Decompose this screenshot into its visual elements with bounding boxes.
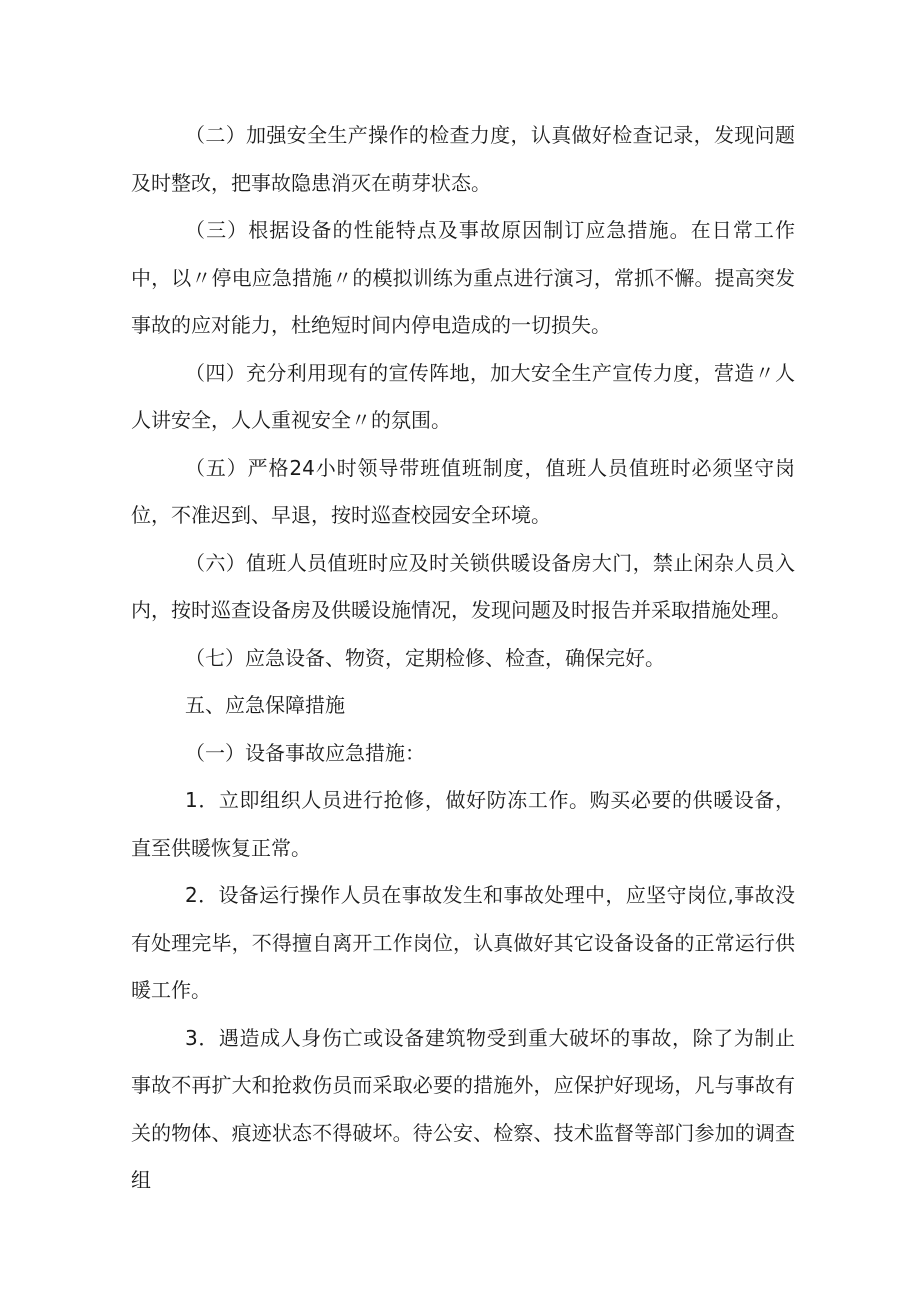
document-body xyxy=(131,112,795,1205)
subheading-equipment-accident: （一）设备事故应急措施： xyxy=(185,740,425,765)
paragraph-6-duty-staff: （六）值班人员值班时应及时关锁供暖设备房大门，禁止闲杂人员入内，按时巡查设备房及供暖设施情况，发现问题及时报告并采取措施处理。 xyxy=(131,550,795,622)
paragraph-3-emergency-measures: （三）根据设备的性能特点及事故原因制订应急措施。在日常工作中，以〃停电应急措施〃的模拟训练为重点进行演习，常抓不懈。提高突发事故的应对能力，杜绝短时间内停电造成的一切损失。 xyxy=(131,218,795,337)
paragraph-4-publicity: （四）充分利用现有的宣传阵地，加大安全生产宣传力度，营造〃人人讲安全，人人重视安全〃的氛围。 xyxy=(131,360,795,432)
list-item-3-protect-scene: 3．遇造成人身伤亡或设备建筑物受到重大破坏的事故，除了为制止事故不再扩大和抢救伤员而采取必要的措施外，应保护好现场，凡与事故有关的物体、痕迹状态不得破坏。待公安、检察、技术监督等部门参加的调查组 xyxy=(131,1025,795,1192)
paragraph-7-equipment-check: （七）应急设备、物资，定期检修、检查，确保完好。 xyxy=(185,645,665,670)
list-item-2-operators: 2．设备运行操作人员在事故发生和事故处理中，应坚守岗位,事故没有处理完毕，不得擅自离开工作岗位，认真做好其它设备设备的正常运行供暖工作。 xyxy=(131,883,795,1002)
paragraph-5-duty-system: （五）严格24小时领导带班值班制度，值班人员值班时必须坚守岗位，不准迟到、早退，按时巡查校园安全环境。 xyxy=(131,455,795,527)
paragraph-2-strengthen-inspection: （二）加强安全生产操作的检查力度，认真做好检查记录，发现问题及时整改，把事故隐患消灭在萌芽状态。 xyxy=(131,123,795,195)
section-heading-guarantee-measures: 五、应急保障措施 xyxy=(185,693,345,717)
list-item-1-repair: 1．立即组织人员进行抢修，做好防冻工作。购买必要的供暖设备，直至供暖恢复正常。 xyxy=(131,788,795,860)
